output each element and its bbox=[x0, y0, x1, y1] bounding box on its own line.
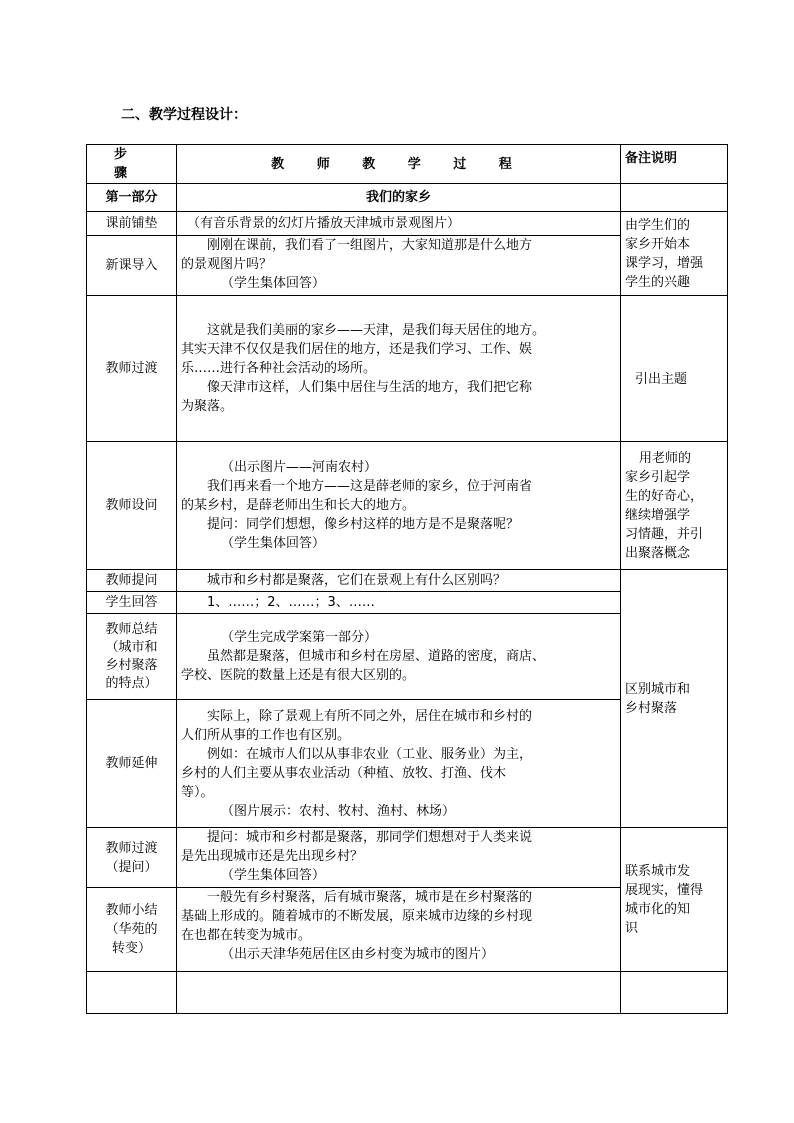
process-line: 学校、医院的数量上还是有很大区别的。 bbox=[181, 668, 416, 683]
step-cell bbox=[87, 828, 177, 888]
process-line: （学生集体回答） bbox=[221, 276, 326, 291]
process-line: 例如：在城市人们以从事非农业（工业、服务业）为主， bbox=[207, 746, 533, 762]
process-cell bbox=[177, 828, 621, 888]
process-line: （图片展示：农村、牧村、渔村、林场） bbox=[221, 803, 456, 819]
step-line: 教师小结 bbox=[105, 903, 158, 918]
part-step: 第一部分 bbox=[87, 184, 177, 212]
note-line: 继续增强学 bbox=[625, 507, 691, 523]
step-cell: 教师提问 bbox=[87, 570, 177, 592]
process-line: 的景观图片吗？ bbox=[181, 257, 273, 272]
process-line: 为聚落。 bbox=[181, 399, 234, 414]
empty-cell bbox=[621, 972, 728, 1014]
process-cell bbox=[177, 614, 621, 700]
process-cell bbox=[177, 212, 621, 236]
note-line: 家乡引起学 bbox=[625, 469, 691, 485]
process-cell bbox=[177, 592, 621, 614]
step-line: 转变） bbox=[111, 941, 151, 956]
table-row bbox=[87, 570, 728, 592]
process-line: （学生完成学案第一部分） bbox=[221, 630, 378, 645]
section-heading: 二、教学过程设计： bbox=[121, 107, 247, 123]
note-line: 出聚落概念 bbox=[625, 545, 691, 561]
process-line: 城市和乡村都是聚落，它们在景观上有什么区别吗？ bbox=[207, 573, 507, 588]
process-line: 其实天津不仅仅是我们居住的地方，还是我们学习、工作、娱 bbox=[181, 342, 533, 357]
header-process: 教 师 教 学 过 程 bbox=[177, 145, 621, 184]
empty-cell bbox=[87, 972, 177, 1014]
step-line: （华苑的 bbox=[105, 922, 158, 937]
step-cell: 学生回答 bbox=[87, 592, 177, 614]
table-row bbox=[87, 442, 728, 570]
part-title: 我们的家乡 bbox=[177, 184, 621, 212]
process-line: 在也都在转变为城市。 bbox=[181, 928, 312, 943]
process-line: 乡村的人们主要从事农业活动（种植、放牧、打渔、伐木 bbox=[181, 765, 507, 781]
teaching-process-table bbox=[86, 144, 728, 1014]
table-row bbox=[87, 212, 728, 236]
process-line: 等）。 bbox=[181, 784, 214, 800]
process-line: 实际上，除了景观上有所不同之外，居住在城市和乡村的 bbox=[207, 708, 533, 724]
header-notes: 备注说明 bbox=[621, 145, 728, 184]
process-line: （出示图片——河南农村） bbox=[221, 460, 378, 475]
note-line: 区别城市和 bbox=[625, 681, 691, 697]
process-cell bbox=[177, 296, 621, 442]
step-cell: 新课导入 bbox=[87, 236, 177, 296]
empty-cell bbox=[621, 184, 728, 212]
process-line: 提问：城市和乡村都是聚落，那同学们想想对于人类来说 bbox=[207, 830, 533, 845]
note-line: 用老师的 bbox=[639, 450, 692, 466]
process-cell bbox=[177, 442, 621, 570]
note-line: 联系城市发 bbox=[625, 863, 691, 879]
process-line: 这就是我们美丽的家乡——天津，是我们每天居住的地方。 bbox=[207, 323, 546, 338]
step-line: 乡村聚落 bbox=[105, 657, 158, 673]
step-cell bbox=[87, 888, 177, 972]
table-row bbox=[87, 828, 728, 888]
step-line: （提问） bbox=[105, 859, 158, 875]
note-cell bbox=[621, 212, 728, 296]
process-line: 的某乡村，是薛老师出生和长大的地方。 bbox=[181, 498, 416, 513]
process-cell bbox=[177, 570, 621, 592]
table-row bbox=[87, 184, 728, 212]
process-line: 人们所从事的工作也有区别。 bbox=[181, 727, 351, 743]
note-line: 生的好奇心， bbox=[625, 488, 704, 504]
note-line: 学生的兴趣 bbox=[625, 274, 691, 290]
process-line: 基础上形成的。随着城市的不断发展，原来城市边缘的乡村现 bbox=[181, 909, 533, 924]
process-line: 提问：同学们想想，像乡村这样的地方是不是聚落呢？ bbox=[207, 517, 520, 532]
step-cell: 教师设问 bbox=[87, 442, 177, 570]
note-line: 家乡开始本 bbox=[625, 236, 691, 252]
process-line: （学生集体回答） bbox=[221, 536, 326, 551]
note-cell bbox=[621, 570, 728, 828]
process-line: （有音乐背景的幻灯片播放天津城市景观图片） bbox=[187, 216, 461, 231]
table-header-row bbox=[87, 145, 728, 184]
note-line: 习情趣，并引 bbox=[625, 526, 704, 542]
process-line: 我们再来看一个地方——这是薛老师的家乡，位于河南省 bbox=[207, 479, 533, 494]
process-line: （学生集体回答） bbox=[221, 868, 326, 883]
process-line: 像天津市这样，人们集中居住与生活的地方，我们把它称 bbox=[207, 380, 533, 395]
process-cell bbox=[177, 700, 621, 828]
note-line: 乡村聚落 bbox=[625, 700, 678, 716]
step-cell bbox=[87, 614, 177, 700]
step-cell: 课前铺垫 bbox=[87, 212, 177, 236]
process-line: 虽然都是聚落，但城市和乡村在房屋、道路的密度，商店、 bbox=[207, 649, 546, 664]
note-cell bbox=[621, 296, 728, 442]
note-line: 由学生们的 bbox=[625, 217, 691, 233]
process-line: 刚刚在课前，我们看了一组图片，大家知道那是什么地方 bbox=[207, 238, 533, 253]
step-cell: 教师过渡 bbox=[87, 296, 177, 442]
table-row-empty bbox=[87, 972, 728, 1014]
note-line: 引出主题 bbox=[635, 372, 688, 387]
table-row bbox=[87, 296, 728, 442]
note-cell bbox=[621, 828, 728, 972]
process-line: 是先出现城市还是先出现乡村？ bbox=[181, 849, 364, 864]
process-line: 一般先有乡村聚落，后有城市聚落，城市是在乡村聚落的 bbox=[207, 890, 533, 905]
note-line: 课学习，增强 bbox=[625, 255, 704, 271]
empty-cell bbox=[177, 972, 621, 1014]
note-line: 展现实，懂得 bbox=[625, 882, 704, 898]
process-cell bbox=[177, 236, 621, 296]
note-cell bbox=[621, 442, 728, 570]
step-cell: 教师延伸 bbox=[87, 700, 177, 828]
note-line: 城市化的知 bbox=[625, 901, 691, 917]
process-line: 乐……进行各种社会活动的场所。 bbox=[181, 361, 377, 376]
step-line: 教师过渡 bbox=[105, 840, 158, 856]
header-step: 步 骤 bbox=[87, 145, 177, 184]
step-line: （城市和 bbox=[105, 639, 158, 655]
process-cell bbox=[177, 888, 621, 972]
note-line: 识 bbox=[625, 920, 639, 936]
process-line: 1、……；2、……；3、…… bbox=[207, 595, 375, 610]
step-line: 教师总结 bbox=[105, 621, 158, 637]
step-line: 的特点） bbox=[105, 675, 158, 691]
process-line: （出示天津华苑居住区由乡村变为城市的图片） bbox=[221, 947, 495, 962]
